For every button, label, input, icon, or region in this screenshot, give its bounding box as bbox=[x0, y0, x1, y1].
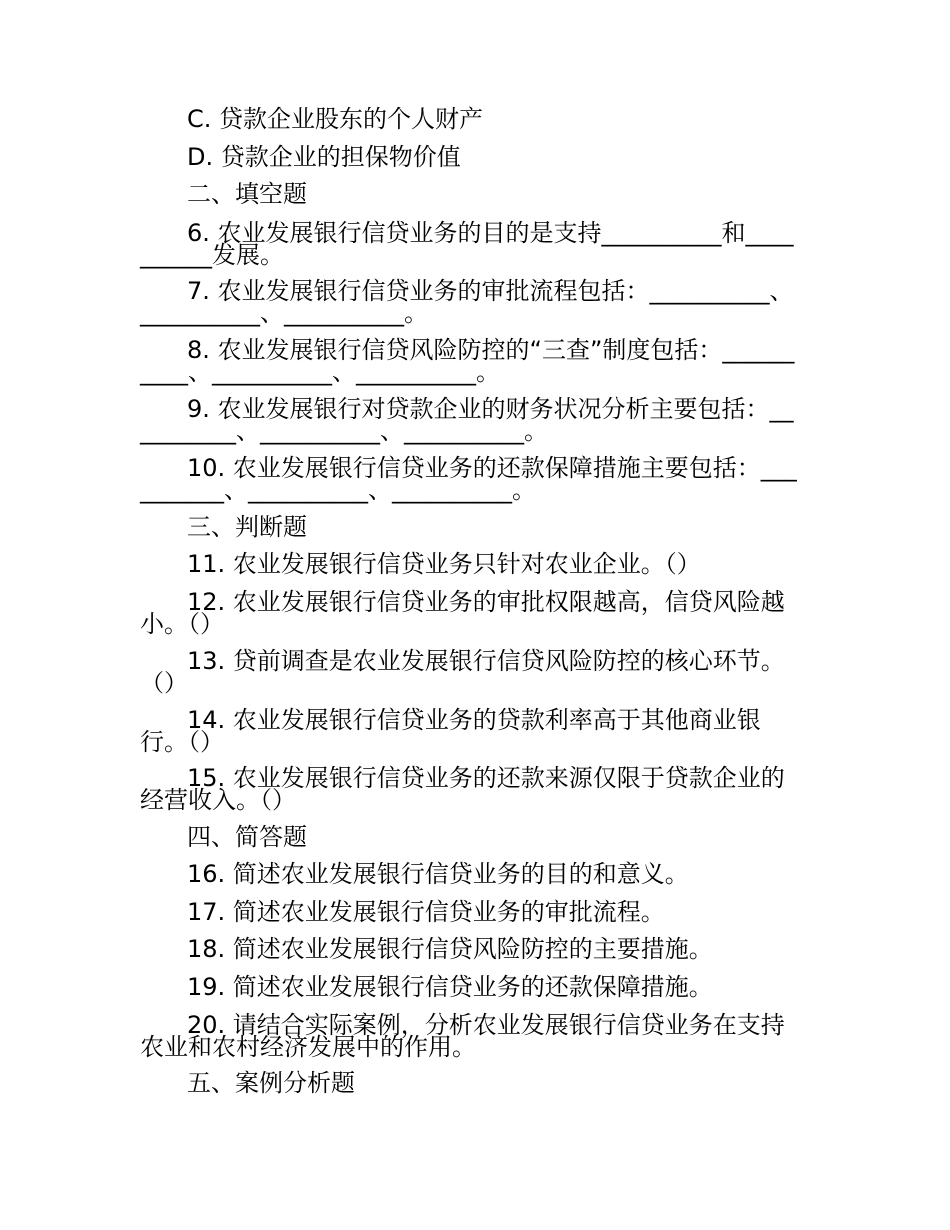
section-heading-fill-in: 二、填空题 bbox=[187, 180, 307, 208]
question-8: 8. 农业发展银行信贷风险防控的“三查”制度包括：__________、__________、__________。 bbox=[140, 336, 795, 386]
option-c: C. 贷款企业股东的个人财产 bbox=[187, 105, 484, 133]
section-heading-short-answer: 四、简答题 bbox=[187, 823, 307, 851]
question-6: 6. 农业发展银行信贷业务的目的是支持__________和__________发展。 bbox=[140, 219, 794, 269]
question-7: 7. 农业发展银行信贷业务的审批流程包括：__________、__________、__________。 bbox=[140, 277, 794, 327]
question-12: 12. 农业发展银行信贷业务的审批权限越高，信贷风险越小。（） bbox=[140, 588, 785, 638]
question-13: 13. 贷前调查是农业发展银行信贷风险防控的核心环节。（） bbox=[140, 647, 785, 697]
question-20: 20. 请结合实际案例，分析农业发展银行信贷业务在支持农业和农村经济发展中的作用。 bbox=[140, 1011, 785, 1061]
question-11: 11. 农业发展银行信贷业务只针对农业企业。（） bbox=[187, 550, 701, 578]
section-heading-case-analysis: 五、案例分析题 bbox=[187, 1069, 355, 1097]
question-10: 10. 农业发展银行信贷业务的还款保障措施主要包括：__________、__________、__________。 bbox=[140, 454, 797, 504]
question-16: 16. 简述农业发展银行信贷业务的目的和意义。 bbox=[187, 860, 689, 888]
section-heading-true-false: 三、判断题 bbox=[187, 513, 307, 541]
question-18: 18. 简述农业发展银行信贷风险防控的主要措施。 bbox=[187, 935, 713, 963]
option-d: D. 贷款企业的担保物价值 bbox=[187, 143, 461, 171]
question-15: 15. 农业发展银行信贷业务的还款来源仅限于贷款企业的经营收入。（） bbox=[140, 764, 785, 814]
question-17: 17. 简述农业发展银行信贷业务的审批流程。 bbox=[187, 898, 665, 926]
question-14: 14. 农业发展银行信贷业务的贷款利率高于其他商业银行。（） bbox=[140, 706, 761, 756]
question-9: 9. 农业发展银行对贷款企业的财务状况分析主要包括：__________、__________、__________。 bbox=[140, 395, 794, 445]
question-19: 19. 简述农业发展银行信贷业务的还款保障措施。 bbox=[187, 973, 713, 1001]
